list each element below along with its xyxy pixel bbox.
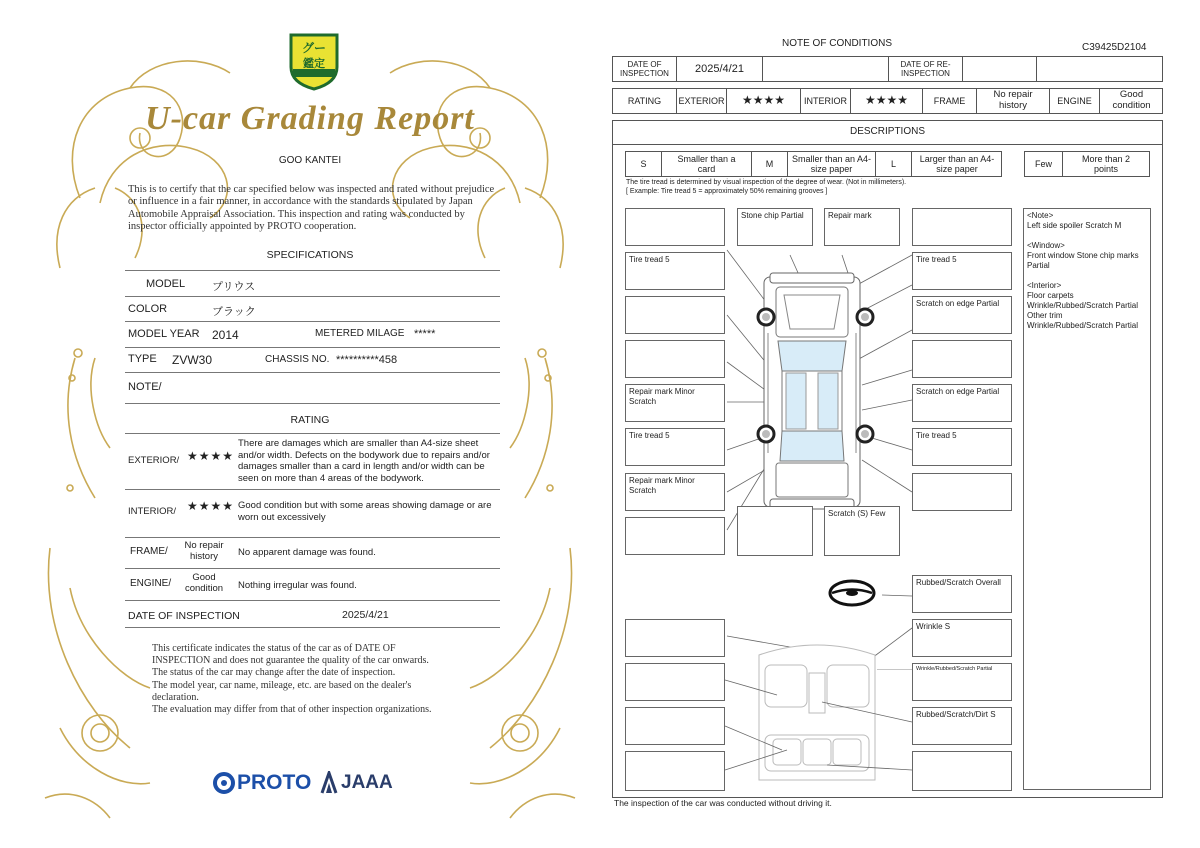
legend-code-m: M [765, 158, 774, 169]
disclaimer-line: The status of the car may change after the date of inspection. [152, 667, 396, 679]
legend-code-l: L [890, 158, 896, 169]
remarks-interior-body: Floor carpets Wrinkle/Rubbed/Scratch Partial Other trim Wrinkle/Rubbed/Scratch Partial [1027, 291, 1139, 330]
remarks-interior-heading: <Interior> [1027, 281, 1062, 290]
exterior-note-box: Scratch on edge Partial [912, 296, 1012, 334]
exterior-description: There are damages which are smaller than A4-size sheet and/or width. Defects on the bodywork due to repairs and/or damages smaller than a card in length and/or width can be seen on more than 4 areas of the bodywork. [238, 438, 490, 484]
exterior-note-box: Tire tread 5 [912, 252, 1012, 290]
color-value: ブラック [212, 306, 256, 318]
reinspection-label: DATE OF RE-INSPECTION [900, 59, 951, 78]
badge-top-text: グー [301, 41, 326, 55]
engine-label: ENGINE [1057, 95, 1092, 106]
report-subtitle: GOO KANTEI [278, 155, 342, 166]
model-value: プリウス [212, 281, 256, 293]
exterior-label: EXTERIOR [678, 95, 725, 106]
certification-intro: This is to certify that the car specified below was inspected and rated without prejudice or influence in a fair manner, in accordance with the standards stipulated by Japan Automobile Appraisal Association. This inspection and rating was conducted by inspector officially appointed by PROTO cooperation. [128, 184, 495, 232]
exterior-note-box: Scratch (S) Few [824, 506, 900, 556]
engine-value: Good condition [1112, 89, 1151, 111]
type-value: ZVW30 [172, 353, 213, 367]
note-label: NOTE/ [128, 381, 162, 393]
jaaa-mark-icon [320, 771, 338, 795]
frame-value: No repair history [993, 89, 1033, 111]
few-text: More than 2 points [1081, 153, 1131, 174]
exterior-stars: ★★★★ [187, 449, 235, 463]
interior-label: INTERIOR [803, 95, 847, 106]
disclaimer-line: The model year, car name, mileage, etc. are based on the dealer's [152, 679, 412, 691]
exterior-note-box: Tire tread 5 [625, 428, 725, 466]
disclaimer-line: declaration. [152, 691, 199, 703]
specifications-heading: SPECIFICATIONS [266, 249, 354, 261]
engine-value: Good condition [184, 572, 224, 594]
exterior-note-box: Tire tread 5 [625, 252, 725, 290]
date-of-inspection-value: 2025/4/21 [342, 609, 389, 621]
remarks-window-heading: <Window> [1027, 241, 1065, 250]
exterior-stars: ★★★★ [741, 93, 786, 108]
mileage-value: ***** [414, 328, 436, 340]
legend-text-l: Larger than an A4-size paper [919, 153, 995, 174]
jaaa-logo [320, 770, 393, 796]
interior-note-box: Wrinkle/Rubbed/Scratch Partial [912, 663, 1012, 701]
conditions-title: NOTE OF CONDITIONS [782, 38, 892, 49]
rating-label: RATING [627, 95, 662, 106]
jaaa-logo-text: JAAA [341, 772, 393, 793]
document-id: C39425D2104 [1082, 42, 1147, 53]
disclaimer [152, 643, 492, 716]
tread-note: The tire tread is determined by visual inspection of the degree of wear. (Not in millimeters). [626, 179, 907, 186]
disclaimer-line: This certificate indicates the status of the car as of DATE OF [152, 643, 396, 654]
engine-description: Nothing irregular was found. [238, 580, 357, 591]
chassis-value: **********458 [336, 354, 398, 366]
remarks-note-body: Left side spoiler Scratch M [1027, 221, 1122, 230]
disclaimer-line: INSPECTION and does not guarantee the quality of the car onwards. [152, 655, 429, 667]
interior-note-box: Rubbed/Scratch/Dirt S [912, 707, 1012, 745]
model-year-label: MODEL YEAR [128, 328, 200, 340]
tread-example: [ Example: Tire tread 5 = approximately 50% remaining grooves ] [626, 188, 828, 195]
exterior-note-box: Repair mark Minor Scratch [625, 384, 725, 422]
exterior-note-box: Repair mark Minor Scratch [625, 473, 725, 511]
exterior-note-box: Scratch on edge Partial [912, 384, 1012, 422]
exterior-note-box: Tire tread 5 [912, 428, 1012, 466]
interior-note-box: Rubbed/Scratch Overall [912, 575, 1012, 613]
report-title: U-car Grading Report [145, 100, 475, 137]
proto-logo [213, 770, 311, 796]
badge-main-text: 鑑定 [303, 58, 325, 70]
exterior-label: EXTERIOR/ [128, 455, 180, 466]
proto-mark-icon [213, 772, 235, 794]
model-label: MODEL [146, 278, 186, 290]
interior-stars: ★★★★ [864, 93, 909, 108]
goo-kantei-badge [287, 31, 341, 91]
disclaimer-line: The evaluation may differ from that of other inspection organizations. [152, 704, 432, 716]
color-label: COLOR [128, 303, 168, 315]
few-code: Few [1034, 158, 1052, 169]
date-of-inspection-label: DATE OF INSPECTION [128, 610, 240, 622]
remarks-note-heading: <Note> [1027, 211, 1054, 220]
exterior-note-box: Stone chip Partial [737, 208, 813, 246]
rating-heading: RATING [290, 414, 330, 426]
interior-label: INTERIOR/ [128, 506, 177, 517]
legend-code-s: S [640, 158, 647, 169]
frame-description: No apparent damage was found. [238, 547, 376, 558]
type-label: TYPE [128, 353, 157, 365]
frame-value: No repair history [184, 540, 224, 562]
grading-certificate [40, 28, 580, 828]
interior-description: Good condition but with some areas showing damage or are worn out excessively [238, 500, 492, 523]
engine-label: ENGINE/ [130, 578, 172, 589]
descriptions-heading: DESCRIPTIONS [849, 126, 925, 137]
model-year-value: 2014 [212, 328, 239, 342]
mileage-label: METERED MILAGE [315, 328, 405, 339]
frame-label: FRAME/ [130, 546, 168, 557]
remarks-box [1023, 208, 1151, 790]
interior-note-box: Wrinkle S [912, 619, 1012, 657]
chassis-label: CHASSIS NO. [265, 354, 330, 365]
interior-stars: ★★★★ [187, 499, 235, 513]
legend-text-s: Smaller than a card [677, 153, 736, 174]
remarks-window-body: Front window Stone chip marks Partial [1027, 251, 1139, 270]
date-label: DATE OF INSPECTION [620, 59, 669, 78]
inspection-footer: The inspection of the car was conducted without driving it. [614, 798, 832, 808]
proto-logo-text: PROTO [237, 771, 312, 794]
exterior-note-box: Repair mark [824, 208, 900, 246]
note-of-conditions [612, 30, 1164, 810]
date-value: 2025/4/21 [695, 62, 744, 75]
frame-label: FRAME [933, 95, 966, 106]
legend-text-m: Smaller than an A4-size paper [791, 153, 872, 174]
